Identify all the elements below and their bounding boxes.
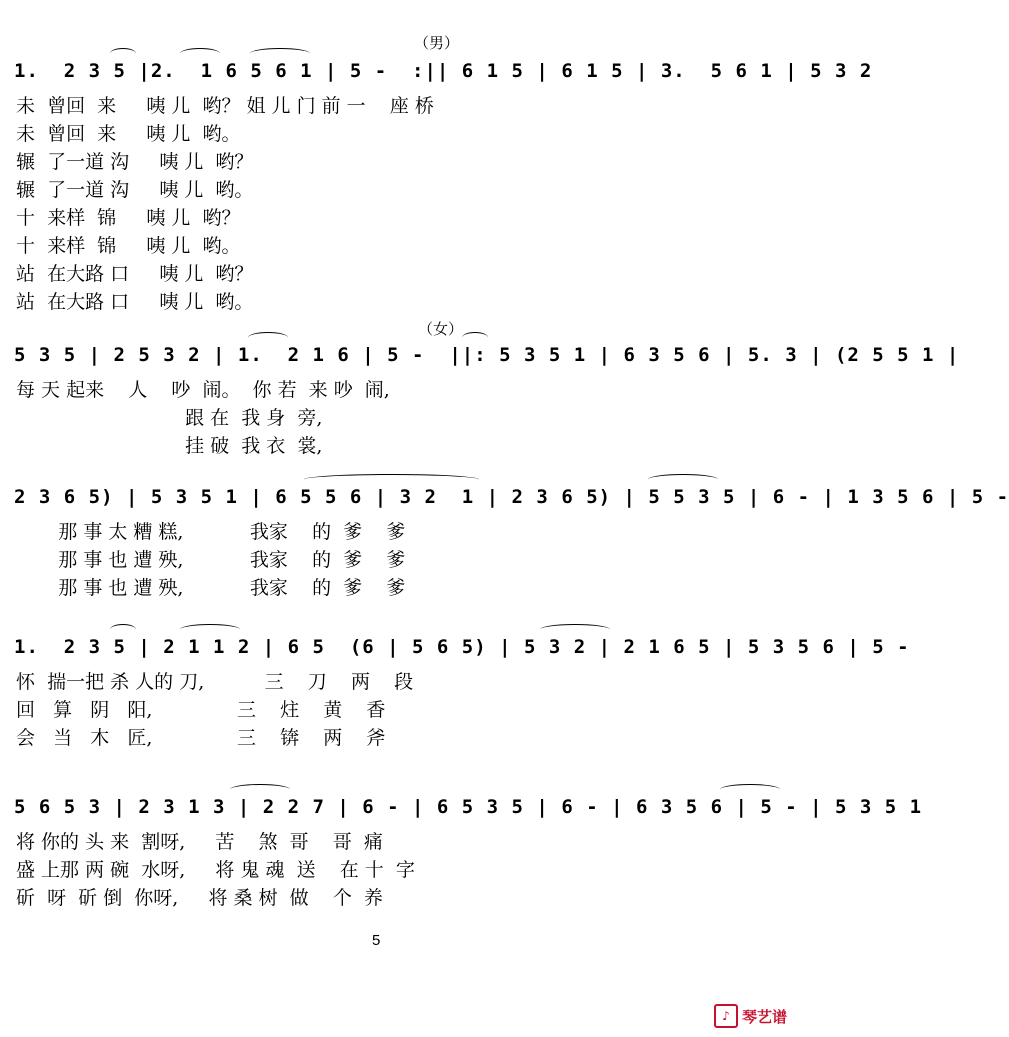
jianpu-notes: 5 6 5 3 | 2 3 1 3 | 2 2 7 | 6 - | 6 5 3 5 | 6 - | 6 3 5 6 | 5 - | 5 3 5 1: [14, 796, 923, 818]
lyric-line: 那 事 太 糟 糕, 我家 的 爹 爹: [16, 521, 406, 543]
lyric-line: 会 当 木 匠, 三 锛 两 斧: [16, 727, 386, 749]
lyric-line: 辗 了一道 沟 咦 儿 哟？: [16, 151, 254, 173]
section-marker-male: （男）: [414, 34, 460, 52]
lyric-line: 站 在大路 口 咦 儿 哟？: [16, 263, 254, 285]
slur: [720, 784, 780, 795]
jianpu-notes: 2 3 6 5) | 5 3 5 1 | 6 5 5 6 | 3 2 1 | 2 3 6 5) | 5 5 3 5 | 6 - | 1 3 5 6 | 5 -: [14, 486, 1009, 508]
lyric-line: 怀 揣一把 杀 人的 刀, 三 刀 两 段: [16, 671, 414, 693]
slur: [230, 784, 290, 795]
lyric-line: 回 算 阴 阳, 三 炷 黄 香: [16, 699, 386, 721]
slur: [540, 624, 610, 635]
lyric-line: 将 你的 头 来 割呀, 苦 煞 哥 哥 痛: [16, 831, 383, 853]
qinyipu-logo-icon: ♪: [714, 1004, 738, 1028]
score-system-1: [0, 58, 873, 318]
lyric-line: 站 在大路 口 咦 儿 哟。: [16, 291, 254, 313]
slur: [180, 624, 240, 635]
lyric-line: 未 曾回 来 咦 儿 哟？ 姐 儿 门 前 一 座 桥: [16, 95, 434, 117]
slur: [304, 474, 479, 485]
page-number: 5: [372, 932, 381, 949]
slur: [248, 332, 288, 343]
lyric-line: 盛 上那 两 碗 水呀, 将 鬼 魂 送 在 十 字: [16, 859, 415, 881]
lyric-line: 辗 了一道 沟 咦 儿 哟。: [16, 179, 254, 201]
lyric-line: 斫 呀 斫 倒 你呀, 将 桑 树 做 个 养: [16, 887, 383, 909]
lyric-line: 每 天 起来 人 吵 闹。 你 若 来 吵 闹,: [16, 379, 390, 401]
slur: [180, 48, 220, 59]
slur: [648, 474, 718, 485]
jianpu-notes: 1. 2 3 5 |2. 1 6 5 6 1 | 5 - :|| 6 1 5 | 6 1 5 | 3. 5 6 1 | 5 3 2: [14, 60, 873, 82]
lyric-line: 跟 在 我 身 旁,: [16, 407, 323, 429]
slur: [462, 332, 488, 343]
slur: [110, 48, 136, 59]
lyric-line: 那 事 也 遭 殃, 我家 的 爹 爹: [16, 577, 406, 599]
slur: [250, 48, 310, 59]
brand-name: 琴艺谱: [742, 1007, 788, 1026]
lyric-line: 挂 破 我 衣 裳,: [16, 435, 323, 457]
lyric-line: 那 事 也 遭 殃, 我家 的 爹 爹: [16, 549, 406, 571]
lyric-line: 十 来样 锦 咦 儿 哟？: [16, 207, 241, 229]
score-system-4: [0, 634, 910, 754]
jianpu-notes: 5 3 5 | 2 5 3 2 | 1. 2 1 6 | 5 - ||: 5 3 5 1 | 6 3 5 6 | 5. 3 | (2 5 5 1 |: [14, 344, 960, 366]
lyric-line: 十 来样 锦 咦 儿 哟。: [16, 235, 241, 257]
slur: [110, 624, 136, 635]
score-system-5: [0, 794, 923, 914]
score-system-3: [0, 484, 1009, 604]
brand-watermark: [714, 1004, 787, 1028]
section-marker-female: （女）: [418, 320, 464, 338]
jianpu-notes: 1. 2 3 5 | 2 1 1 2 | 6 5 (6 | 5 6 5) | 5 3 2 | 2 1 6 5 | 5 3 5 6 | 5 -: [14, 636, 910, 658]
score-system-2: [0, 342, 960, 462]
lyric-line: 未 曾回 来 咦 儿 哟。: [16, 123, 241, 145]
